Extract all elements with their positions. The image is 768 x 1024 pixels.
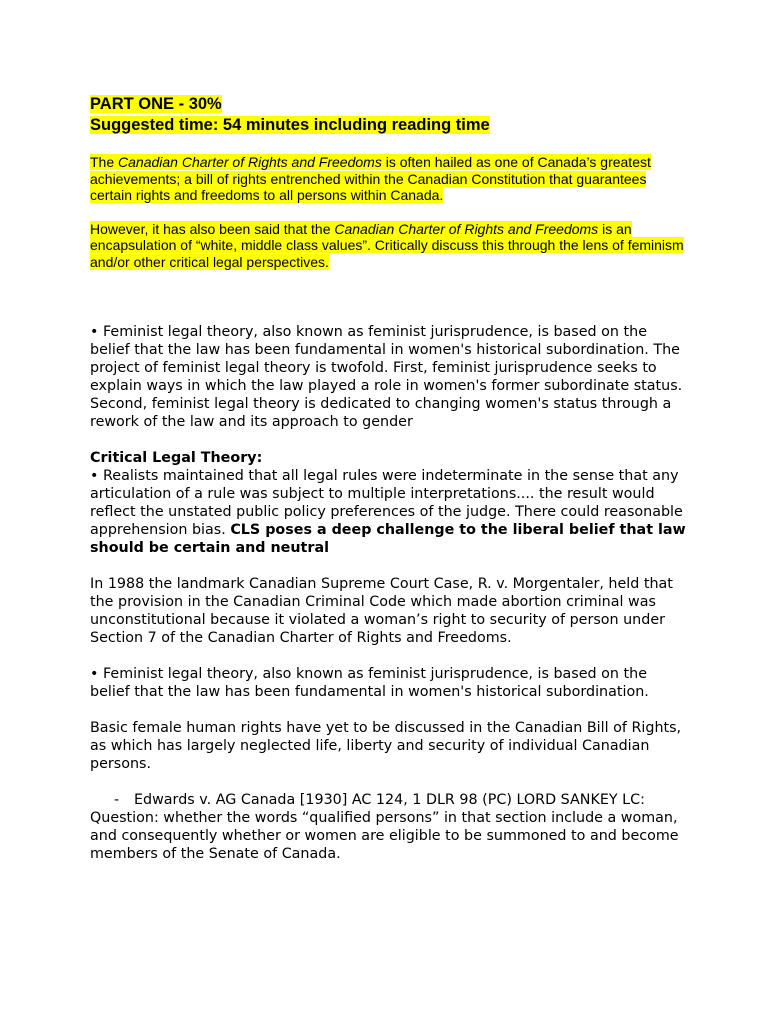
edwards-case-question: Question: whether the words “qualified persons” in that section include a woman, and consequently whether or women are eligible to be summoned to and become members of the Senate of Canada. [90, 810, 679, 862]
charter-title-italic: Canadian Charter of Rights and Freedoms [118, 154, 382, 170]
feminist-theory-paragraph: • Feminist legal theory, also known as feminist jurisprudence, is based on the belief that the law has been fundamental in women's historical subordination. The project of feminist legal theory is twofold. First, feminist jurisprudence seeks to explain ways in which the law played a role in women's former subordinate status. Second, feminist legal theory is dedicated to changing women's status through a rework of the law and its approach to gender [90, 324, 683, 430]
cls-heading: Critical Legal Theory: [90, 450, 263, 466]
bill-of-rights-paragraph: Basic female human rights have yet to be discussed in the Canadian Bill of Rights, as which has largely neglected life, liberty and security of individual Canadian persons. [90, 720, 682, 772]
suggested-time: Suggested time: 54 minutes including reading time [90, 116, 490, 134]
cls-bold-statement: CLS poses a deep challenge to the liberal belief that law should be certain and neutral [90, 522, 686, 556]
list-dash: - [114, 792, 120, 808]
question-paragraph-1: The Canadian Charter of Rights and Freedoms is often hailed as one of Canada’s greatest achievements; a bill of rights entrenched within the Canadian Constitution that guarantees certain rights and freedoms to all persons within Canada. [90, 154, 651, 203]
cls-paragraph: • Realists maintained that all legal rules were indeterminate in the sense that any articulation of a rule was subject to multiple interpretations.... the result would reflect the unstated public policy preferences of the judge. There could reasonable apprehension bias. CLS poses a deep challenge to the liberal belief that law should be certain and neutral [90, 468, 686, 556]
question-paragraph-2: However, it has also been said that the Canadian Charter of Rights and Freedoms is an encapsulation of “white, middle class values”. Critically discuss this through the lens of feminism and/or other critical legal perspectives. [90, 220, 684, 270]
morgentaler-paragraph: In 1988 the landmark Canadian Supreme Court Case, R. v. Morgentaler, held that the provision in the Canadian Criminal Code which made abortion criminal was unconstitutional because it violated a woman’s right to security of person under Section 7 of the Canadian Charter of Rights and Freedoms. [90, 576, 673, 646]
charter-title-italic: Canadian Charter of Rights and Freedoms [334, 220, 599, 237]
feminist-theory-paragraph-2: • Feminist legal theory, also known as feminist jurisprudence, is based on the belief that the law has been fundamental in women's historical subordination. [90, 666, 649, 700]
edwards-case-citation: Edwards v. AG Canada [1930] AC 124, 1 DLR 98 (PC) LORD SANKEY LC: [134, 792, 645, 808]
edwards-case-item [90, 791, 690, 863]
part-title: PART ONE - 30% [90, 95, 222, 113]
heading-block [90, 94, 690, 136]
document-content [90, 94, 690, 863]
